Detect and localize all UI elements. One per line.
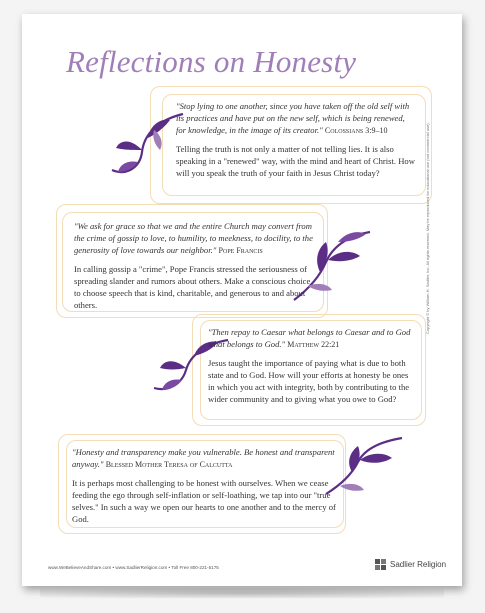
section-3-body: Jesus taught the importance of paying what is due to both state and to God. How will your efforts at honesty be ones in which you act with integrity, both by contributing to the wider community and to giving what you owe to God? [208, 358, 410, 404]
page-title: Reflections on Honesty [66, 44, 357, 79]
section-3-quote: "Then repay to Caesar what belongs to Caesar and to God what belongs to God." Matthew 22:21 [208, 327, 411, 349]
publisher-name: Sadlier Religion [390, 560, 447, 569]
handout-page [22, 14, 462, 586]
section-2-citation: Pope Francis [218, 246, 263, 255]
copyright-notice: Copyright © by William H. Sadlier, Inc. All rights reserved. May be reproduced for educational use (not commercial use). [425, 122, 430, 334]
publisher-logo [375, 559, 446, 570]
section-1-quote: "Stop lying to one another, since you have taken off the old self with its practices and have put on the new self, which is being renewed, for knowledge, in the image of its creator." Colossians 3:9–10 [176, 101, 410, 135]
section-4-citation: Blessed Mother Teresa of Calcutta [105, 460, 233, 469]
section-4 [72, 446, 336, 525]
section-3 [208, 326, 414, 405]
section-2-body: In calling gossip a "crime", Pope Francis stressed the seriousness of spreading slander and rumors about others. Make a conscious choice to choose speech that is kind, charitable, and generous to and about others. [74, 264, 311, 310]
section-1-citation: Colossians 3:9–10 [324, 126, 388, 135]
section-3-citation: Matthew 22:21 [287, 340, 340, 349]
section-4-quote: "Honesty and transparency make you vulnerable. Be honest and transparent anyway." Blessed Mother Teresa of Calcutta [72, 447, 335, 469]
section-1-body: Telling the truth is not only a matter of not telling lies. It is also speaking in a "renewed" way, with the mind and heart of Christ. How will you speak the truth of your faith in Jesus Christ today? [176, 144, 415, 178]
sadlier-logo-icon [375, 559, 386, 570]
footer-links: www.WeBelieveAndShare.com • www.SadlierReligion.com • Toll Free 800-221-5175 [48, 565, 219, 570]
page-shadow [40, 588, 444, 598]
section-4-body: It is perhaps most challenging to be honest with ourselves. When we cease feeding the ego through self-inflation or self-loathing, we tap into our "true selves." In such a way we open our hearts to one another and to the mercy of God. [72, 478, 336, 524]
section-2 [74, 220, 314, 311]
section-2-quote: "We ask for grace so that we and the entire Church may convert from the crime of gossip to love, to humility, to meekness, to docility, to the generosity of love towards our neighbor." Pope Francis [74, 221, 313, 255]
section-1 [176, 100, 416, 179]
